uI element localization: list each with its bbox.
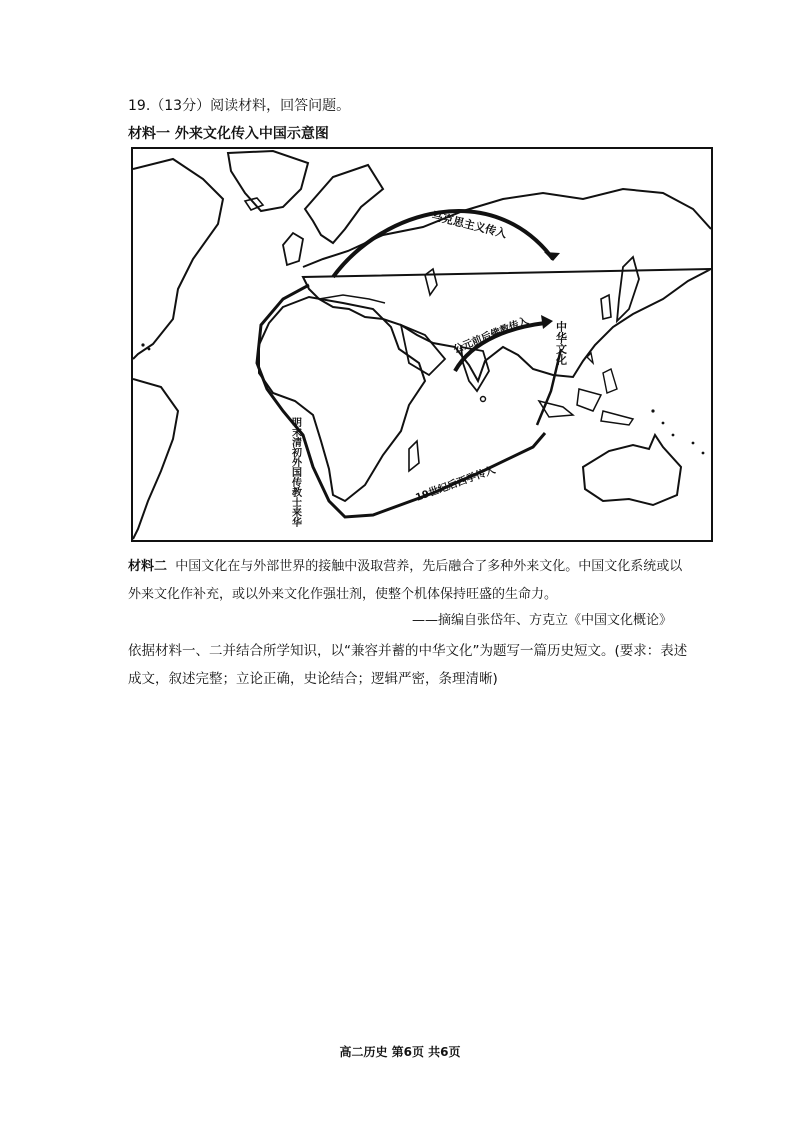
caspian-sea-shape [425,269,437,295]
south-america-shape [133,379,178,539]
task-text: 依据材料一、二并结合所学知识，以“兼容并蓄的中华文化”为题写一篇历史短文。(要求：表述成文，叙述完整；立论正确，史论结合；逻辑严密，条理清晰) [128,643,688,687]
page-footer: 高二历史 第6页 共6页 [339,1045,461,1059]
southeast-asia-islands-shape [539,389,633,425]
material2-block [128,553,688,609]
scandinavia-shape [305,165,383,243]
africa-shape [259,297,425,501]
material2-lead: 材料二 [128,559,168,574]
world-map-svg [133,149,711,540]
eurasia-shape [303,189,711,381]
north-america-shape [133,159,223,359]
australia-shape [583,435,681,505]
marxism-label: 马克思主义传入 [430,209,509,241]
jesuits-label: 明末清初外国传教士来华 [289,417,301,527]
material2-text: 中国文化在与外部世界的接触中汲取营养，先后融合了多种外来文化。中国文化系统或以外来文化作补充，或以外来文化作强壮剂，使整个机体保持旺盛的生命力。 [128,559,683,602]
british-isles-shape [283,233,303,265]
madagascar-shape [409,441,419,471]
western-learning-label: 19世纪后西学传入 [414,464,497,504]
marxism-arrowhead [544,252,560,261]
japan-shape [617,257,639,321]
material2-source: ——摘编自张岱年、方克立《中国文化概论》 [411,613,672,628]
greenland-shape [228,151,308,211]
arabia-shape [401,325,445,375]
question-header: 19.（13分）阅读材料，回答问题。 [128,98,351,114]
buddhism-arrowhead [541,315,553,329]
buddhism-label: 公元前后佛教传入 [452,315,531,356]
material1-title: 材料一 外来文化传入中国示意图 [128,126,329,142]
world-map-figure [131,147,713,542]
india-shape [461,347,489,391]
china-culture-label: 中华文化 [554,321,568,365]
